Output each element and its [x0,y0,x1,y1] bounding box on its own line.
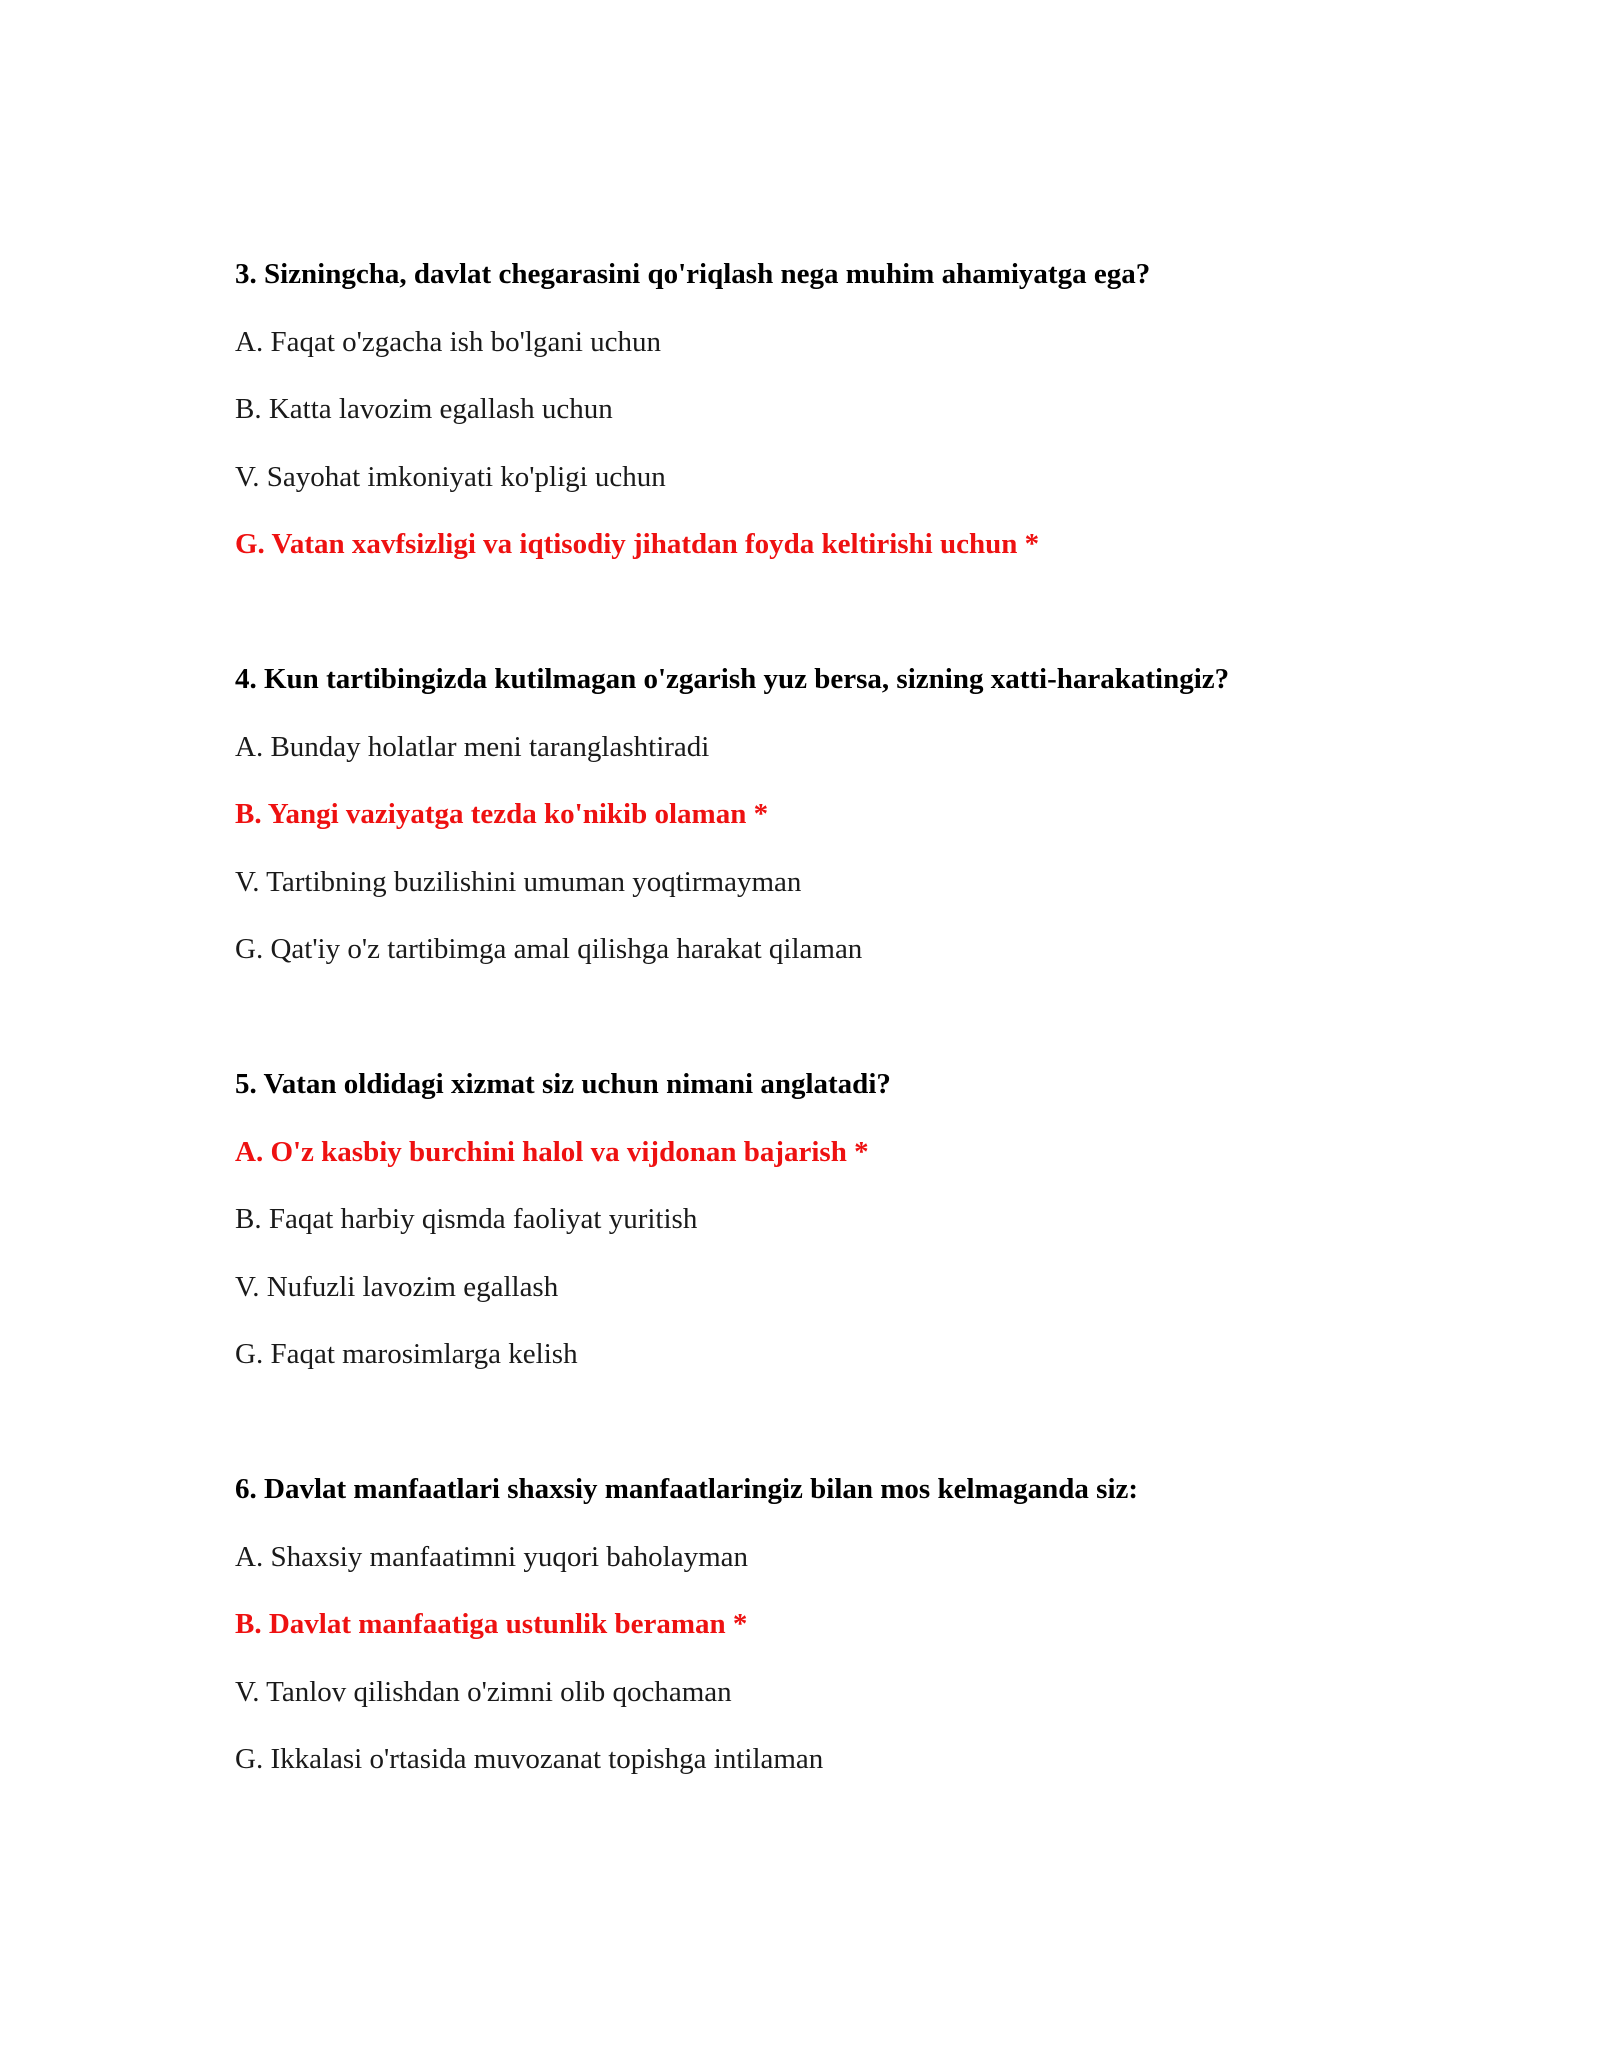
question-title: 4. Kun tartibingizda kutilmagan o'zgarish yuz bersa, sizning xatti-harakatingiz? [235,663,1230,695]
answer-option: V. Tanlov qilishdan o'zimni olib qochaman [235,1676,732,1708]
question-title: 5. Vatan oldidagi xizmat siz uchun nimani anglatadi? [235,1068,891,1100]
answer-option: B. Faqat harbiy qismda faoliyat yuritish [235,1203,698,1235]
answer-option: V. Nufuzli lavozim egallash [235,1271,559,1303]
correct-answer-option: G. Vatan xavfsizligi va iqtisodiy jihatdan foyda keltirishi uchun * [235,528,1040,560]
answer-option: A. Faqat o'zgacha ish bo'lgani uchun [235,326,662,358]
answer-option: A. Bunday holatlar meni taranglashtiradi [235,731,710,763]
answer-option: G. Ikkalasi o'rtasida muvozanat topishga intilaman [235,1743,824,1775]
answer-option: G. Qat'iy o'z tartibimga amal qilishga harakat qilaman [235,933,863,965]
question-title: 6. Davlat manfaatlari shaxsiy manfaatlaringiz bilan mos kelmaganda siz: [235,1473,1139,1505]
answer-option: V. Tartibning buzilishini umuman yoqtirmayman [235,866,802,898]
answer-option: G. Faqat marosimlarga kelish [235,1338,578,1370]
question-title: 3. Sizningcha, davlat chegarasini qo'riqlash nega muhim ahamiyatga ega? [235,258,1151,290]
answer-option: V. Sayohat imkoniyati ko'pligi uchun [235,461,666,493]
correct-answer-option: A. O'z kasbiy burchini halol va vijdonan bajarish * [235,1136,869,1168]
correct-answer-option: B. Davlat manfaatiga ustunlik beraman * [235,1608,748,1640]
answer-option: B. Katta lavozim egallash uchun [235,393,613,425]
correct-answer-option: B. Yangi vaziyatga tezda ko'nikib olaman * [235,798,769,830]
answer-option: A. Shaxsiy manfaatimni yuqori baholayman [235,1541,749,1573]
